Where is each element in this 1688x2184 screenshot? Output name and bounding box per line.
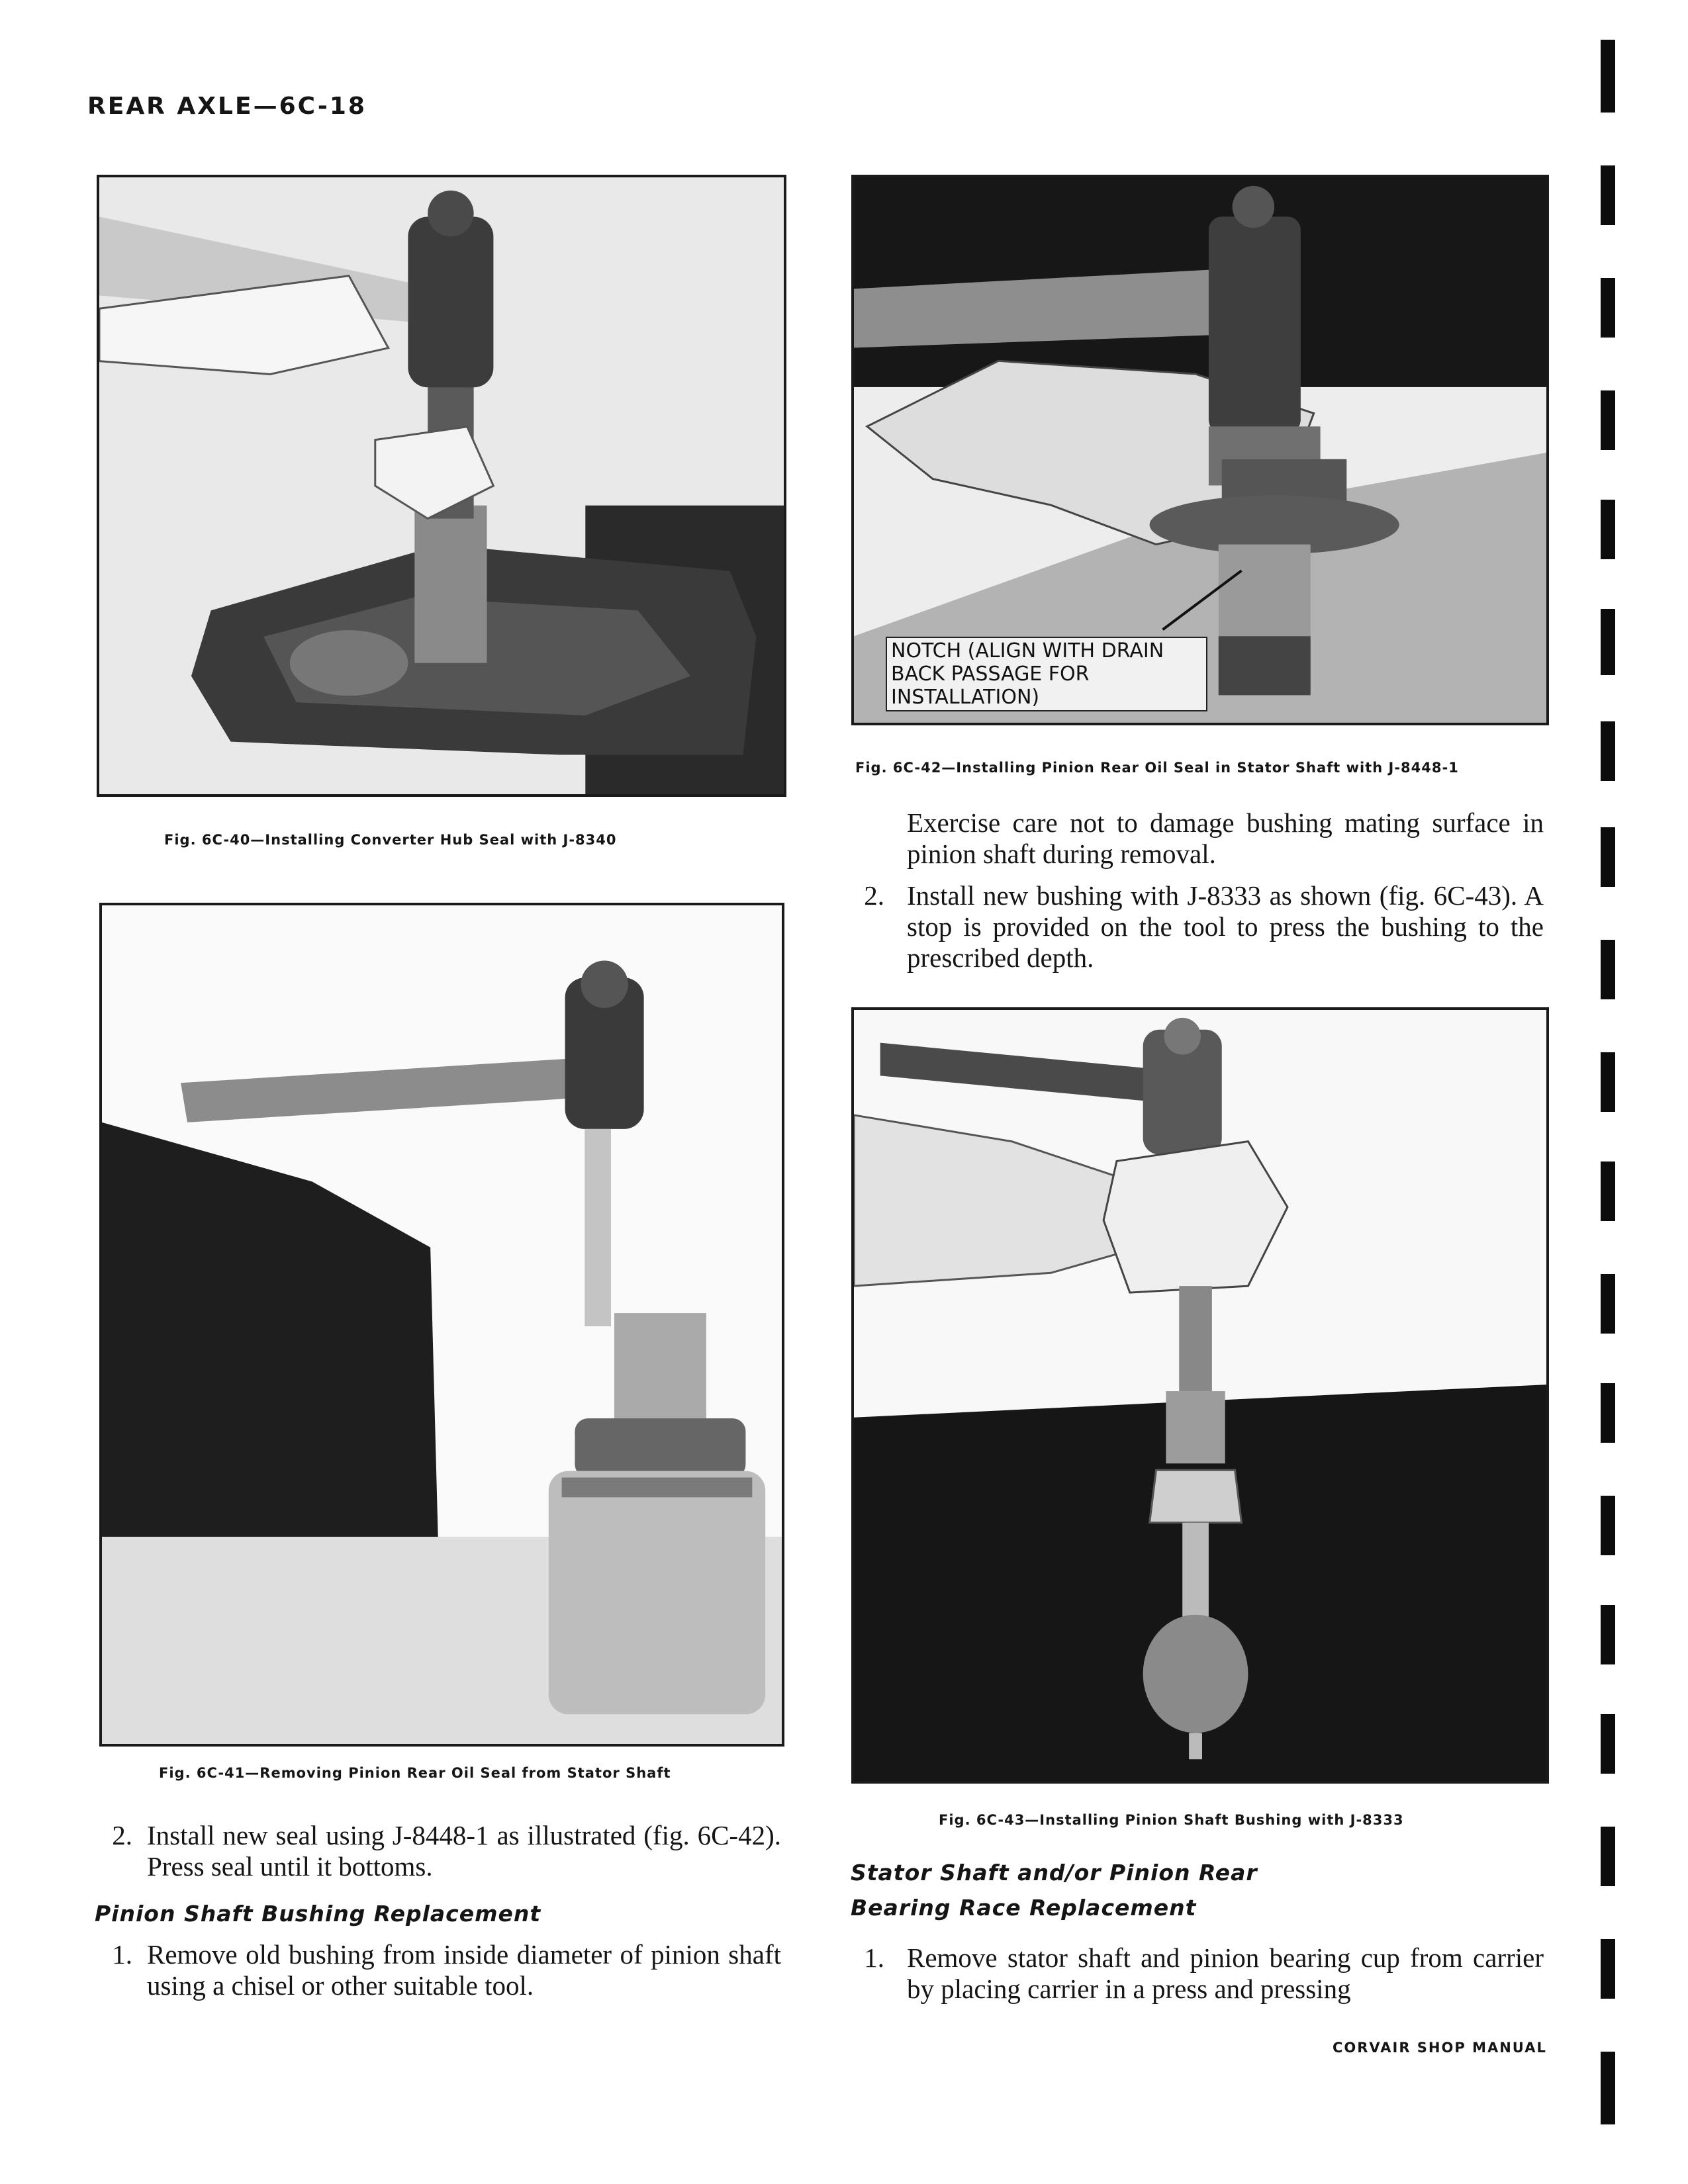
- binding-mark: [1601, 1161, 1615, 1221]
- figure-6c-43-photo: [851, 1007, 1549, 1784]
- step-text: Install new seal using J-8448-1 as illustrated (fig. 6C-42). Press seal until it bottoms.: [147, 1820, 781, 1882]
- step-text: Remove old bushing from inside diameter of pinion shaft using a chisel or other suitable tool.: [147, 1939, 781, 2001]
- figure-6c-42-caption: Fig. 6C-42—Installing Pinion Rear Oil Seal in Stator Shaft with J-8448-1: [855, 760, 1459, 776]
- figure-6c-43-caption: Fig. 6C-43—Installing Pinion Shaft Bushing with J-8333: [939, 1812, 1404, 1828]
- figure-6c-40-caption: Fig. 6C-40—Installing Converter Hub Seal with J-8340: [164, 832, 617, 848]
- section-heading-stator-shaft: [851, 1860, 1258, 1921]
- binding-mark: [1601, 1052, 1615, 1112]
- binding-mark: [1601, 827, 1615, 887]
- binding-mark: [1601, 1605, 1615, 1664]
- callout-line: BACK PASSAGE FOR: [891, 662, 1090, 686]
- page-footer: CORVAIR SHOP MANUAL: [1333, 2040, 1547, 2056]
- figure-6c-42-callout: [886, 637, 1207, 711]
- callout-line: INSTALLATION): [891, 686, 1040, 709]
- binding-mark: [1601, 1827, 1615, 1886]
- left-step-1: [106, 1939, 781, 2001]
- step-number: 1.: [112, 1939, 132, 1970]
- binding-mark: [1601, 940, 1615, 999]
- binding-mark: [1601, 40, 1615, 113]
- step-text: Install new bushing with J-8333 as shown (fig. 6C-43). A stop is provided on the tool to press the bushing to the prescribed depth.: [907, 880, 1544, 973]
- right-step-2: [858, 880, 1544, 974]
- page-header: REAR AXLE—6C-18: [87, 93, 367, 120]
- binding-mark: [1601, 1496, 1615, 1555]
- binding-mark: [1601, 278, 1615, 338]
- binding-mark: [1601, 609, 1615, 675]
- binding-mark: [1601, 2052, 1615, 2124]
- step-number: 2.: [864, 880, 884, 911]
- binding-mark: [1601, 500, 1615, 559]
- section-heading-line: Bearing Race Replacement: [851, 1895, 1197, 1921]
- section-heading-line: Stator Shaft and/or Pinion Rear: [851, 1860, 1258, 1886]
- binding-mark: [1601, 721, 1615, 781]
- step-number: 2.: [112, 1820, 132, 1850]
- step-text: Remove stator shaft and pinion bearing cup from carrier by placing carrier in a press and pressing: [907, 1942, 1544, 2004]
- step-number: 1.: [864, 1942, 884, 1973]
- binding-mark: [1601, 390, 1615, 450]
- left-step-2: [106, 1820, 781, 1882]
- binding-mark: [1601, 1939, 1615, 1999]
- binding-mark: [1601, 1714, 1615, 1774]
- section-heading-pinion-shaft-bushing: Pinion Shaft Bushing Replacement: [95, 1901, 541, 1927]
- binding-mark: [1601, 1274, 1615, 1334]
- binding-mark: [1601, 165, 1615, 225]
- binding-mark: [1601, 1383, 1615, 1443]
- figure-6c-41-caption: Fig. 6C-41—Removing Pinion Rear Oil Seal from Stator Shaft: [159, 1765, 671, 1781]
- callout-line: NOTCH (ALIGN WITH DRAIN: [891, 639, 1164, 662]
- figure-6c-41-photo: [99, 903, 784, 1747]
- right-continuation: Exercise care not to damage bushing mating surface in pinion shaft during removal.: [907, 807, 1544, 869]
- figure-6c-40-photo: [97, 175, 786, 797]
- right-step-1: [858, 1942, 1544, 2005]
